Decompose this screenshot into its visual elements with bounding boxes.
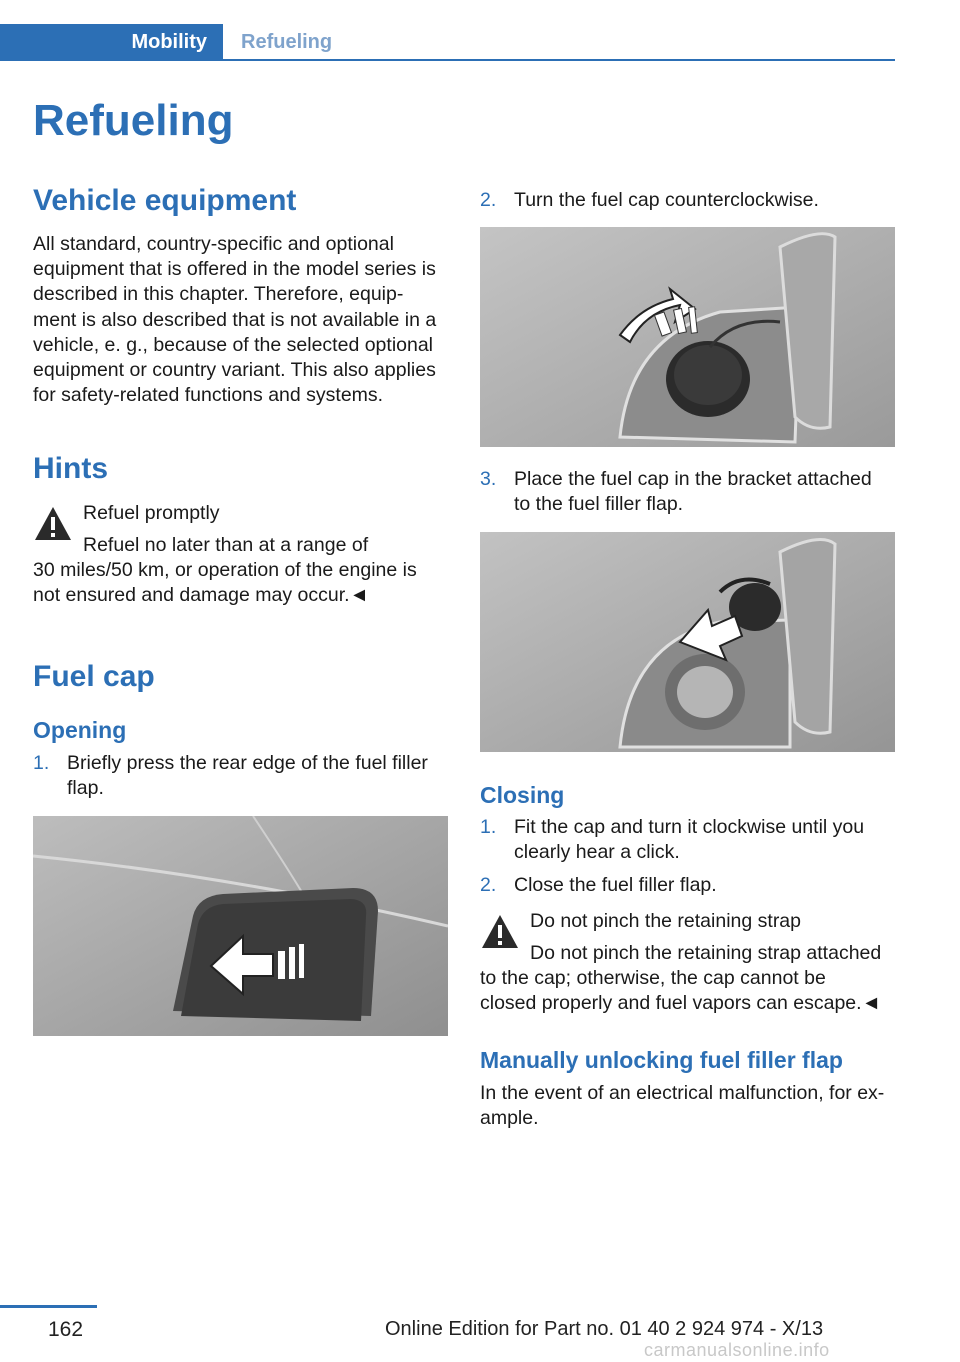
heading-vehicle-equipment: Vehicle equipment [33,184,297,217]
photo-fuel-flap-press [33,816,448,1036]
warning-text: Refuel no later than at a range of 30 miles/50 km, or operation of the engine is not ensured and damage may occur.◄ [33,534,417,607]
warning-title: Refuel promptly [83,502,220,524]
watermark: carmanualsonline.info [644,1340,830,1360]
vehicle-equipment-text: All standard, country-specific and optional equipment that is offered in the model series is described in this chapter. Therefore, equip‐ ment is also described that is not available in a vehicle, e. g., because of the selected optional equipment or country variant. This also applies for safety-related functions and systems. [33,233,437,407]
footer-edition: Online Edition for Part no. 01 40 2 924 974 - X/13 [385,1318,824,1340]
header-tab-mobility[interactable]: Mobility [0,24,223,61]
heading-fuel-cap: Fuel cap [33,660,155,693]
header-rule [0,59,895,61]
footer-rule [0,1305,97,1308]
manual-unlock-text: In the event of an electrical malfunction, for ex‐ ample. [480,1082,885,1130]
heading-hints: Hints [33,452,108,485]
page-number: 162 [48,1318,84,1341]
heading-manual-unlock: Manually unlocking fuel filler flap [480,1047,843,1073]
warning-text: Do not pinch the retaining strap attached to the cap; otherwise, the cap cannot be closed properly and fuel vapors can escape.◄ [480,942,882,1015]
page-header [0,24,895,62]
page-title: Refueling [33,96,234,145]
heading-closing: Closing [480,782,565,808]
photo-turn-fuel-cap [480,227,895,447]
heading-opening: Opening [33,717,127,743]
warning-title: Do not pinch the retaining strap [530,910,802,932]
photo-cap-in-bracket [480,532,895,752]
header-tab-refueling[interactable]: Refueling [241,31,333,53]
